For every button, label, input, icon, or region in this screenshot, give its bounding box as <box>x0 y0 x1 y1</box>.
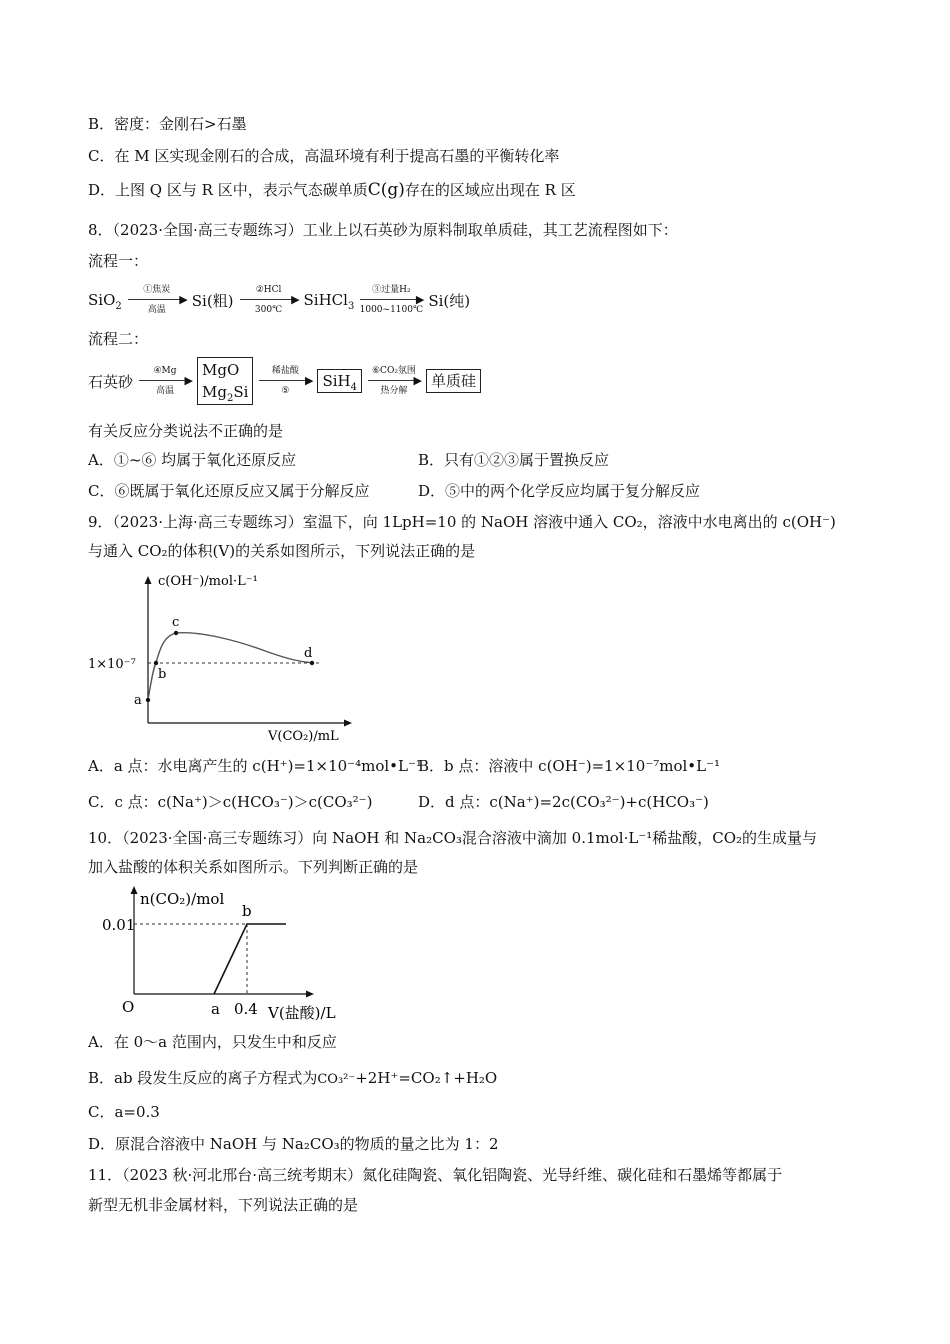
q10-ylabel: n(CO₂)/mol <box>140 890 225 908</box>
flow2-box-sih4: SiH$_4$ <box>317 369 362 393</box>
flow2-quartz-sand: 石英砂 <box>88 372 134 391</box>
q9-ylabel: c(OH⁻)/mol·L⁻¹ <box>158 574 258 589</box>
flow2-arrow-3: ⑥CO₂氛围 ▶ 热分解 <box>364 366 424 396</box>
q7-option-d <box>88 180 576 200</box>
q10-option-b-ion: CO₃²⁻ <box>317 1072 356 1087</box>
q10-option-d: D．原混合溶液中 NaOH 与 Na₂CO₃的物质的量之比为 1：2 <box>88 1135 499 1153</box>
q10-option-b-post: +2H⁺=CO₂↑+H₂O <box>355 1069 498 1087</box>
q9-point-c <box>174 631 178 635</box>
q8-flow2 <box>88 357 481 405</box>
flow2-box-si: 单质硅 <box>426 369 481 393</box>
flow1-sio2: SiO$_2$ <box>88 291 122 312</box>
flow1-si-pure: Si(纯) <box>428 291 471 310</box>
q10-ytick: 0.01 <box>102 916 136 934</box>
q10-origin: O <box>122 998 135 1016</box>
q9-option-a: A．a 点：水电离产生的 c(H⁺)=1×10⁻⁴mol•L⁻¹ <box>88 757 422 775</box>
q11-stem-line2: 新型无机非金属材料，下列说法正确的是 <box>88 1196 359 1214</box>
q7-option-d-formula: C(g) <box>367 180 405 200</box>
flow2-arrow-2: 稀盐酸 ▶ ⑤ <box>255 366 315 396</box>
q9-label-d: d <box>304 646 313 661</box>
q8-stem: 8．（2023·全国·高三专题练习）工业上以石英砂为原料制取单质硅，其工艺流程图如下： <box>88 221 678 239</box>
q8-flow1 <box>88 285 470 315</box>
flow1-arrow-1: ①焦炭 ▶ 高温 <box>124 285 190 315</box>
q8-flow2-label: 流程二： <box>88 330 149 348</box>
q10-xtick-04: 0.4 <box>234 1000 258 1018</box>
q9-stem-line1: 9．（2023·上海·高三专题练习）室温下，向 1LpH=10 的 NaOH 溶液中通入 CO₂，溶液中水电离出的 c(OH⁻) <box>88 513 836 531</box>
q10-xtick-a: a <box>211 1000 220 1018</box>
q10-y-arrow <box>131 886 138 894</box>
q9-point-a <box>146 698 150 702</box>
flow2-arrow-1: ④Mg ▶ 高温 <box>135 366 195 396</box>
q8-option-b: B．只有①②③属于置换反应 <box>418 451 610 469</box>
q9-option-d: D．d 点：c(Na⁺)=2c(CO₃²⁻)+c(HCO₃⁻) <box>418 793 709 811</box>
q10-option-c: C．a=0.3 <box>88 1103 160 1121</box>
q10-chart <box>96 880 376 1022</box>
q9-option-c: C．c 点：c(Na⁺)＞c(HCO₃⁻)＞c(CO₃²⁻) <box>88 793 373 811</box>
q9-stem-line2: 与通入 CO₂的体积(V)的关系如图所示，下列说法正确的是 <box>88 542 476 560</box>
q9-option-b: B．b 点：溶液中 c(OH⁻)=1×10⁻⁷mol•L⁻¹ <box>418 757 721 775</box>
q9-point-d <box>310 661 314 665</box>
q8-option-d: D．⑤中的两个化学反应均属于复分解反应 <box>418 482 701 500</box>
flow1-sihcl3: SiHCl$_3$ <box>303 291 355 312</box>
q10-option-b-pre: B．ab 段发生反应的离子方程式为 <box>88 1069 318 1087</box>
q8-question: 有关反应分类说法不正确的是 <box>88 422 284 440</box>
q9-label-c: c <box>172 615 180 630</box>
q7-option-c: C．在 M 区实现金刚石的合成，高温环境有利于提高石墨的平衡转化率 <box>88 147 560 165</box>
q9-point-b <box>154 661 158 665</box>
q9-label-a: a <box>134 693 142 708</box>
q10-option-b <box>88 1068 497 1090</box>
q10-stem-line2: 加入盐酸的体积关系如图所示。下列判断正确的是 <box>88 858 419 876</box>
q8-option-c: C．⑥既属于氧化还原反应又属于分解反应 <box>88 482 370 500</box>
q10-x-arrow <box>306 991 314 998</box>
q9-x-arrow <box>344 720 352 727</box>
q9-ref-label: 1×10⁻⁷ <box>88 657 136 672</box>
q9-xlabel: V(CO₂)/mL <box>268 729 339 744</box>
q7-option-b: B．密度：金刚石>石墨 <box>88 115 247 133</box>
q10-label-b: b <box>242 902 252 920</box>
q10-option-a: A．在 0～a 范围内，只发生中和反应 <box>88 1033 337 1051</box>
q10-stem-line1: 10．（2023·全国·高三专题练习）向 NaOH 和 Na₂CO₃混合溶液中滴加 0.1mol·L⁻¹稀盐酸，CO₂的生成量与 <box>88 829 818 847</box>
q8-flow1-label: 流程一： <box>88 252 149 270</box>
q10-data-line <box>214 924 286 994</box>
flow2-box-mgo-mg2si: MgO $Mg_2Si$ <box>197 357 253 405</box>
q9-curve <box>148 633 314 700</box>
q7-option-d-pre: D．上图 Q 区与 R 区中，表示气态碳单质 <box>88 181 368 199</box>
flow1-si-crude: Si(粗) <box>191 291 234 310</box>
q9-y-arrow <box>145 576 152 584</box>
q11-stem-line1: 11．（2023 秋·河北邢台·高三统考期末）氮化硅陶瓷、氧化铝陶瓷、光导纤维、碳化硅和石墨烯等都属于 <box>88 1166 783 1184</box>
flow1-arrow-3: ③过量H₂ ▶ 1000~1100℃ <box>359 285 425 315</box>
q10-xlabel: V(盐酸)/L <box>268 1004 336 1022</box>
q7-option-d-post: 存在的区域应出现在 R 区 <box>404 181 576 199</box>
q8-option-a: A．①~⑥ 均属于氧化还原反应 <box>88 451 297 469</box>
q9-label-b: b <box>158 667 167 682</box>
flow1-arrow-2: ②HCl ▶ 300℃ <box>236 285 302 315</box>
q9-chart <box>88 568 388 746</box>
